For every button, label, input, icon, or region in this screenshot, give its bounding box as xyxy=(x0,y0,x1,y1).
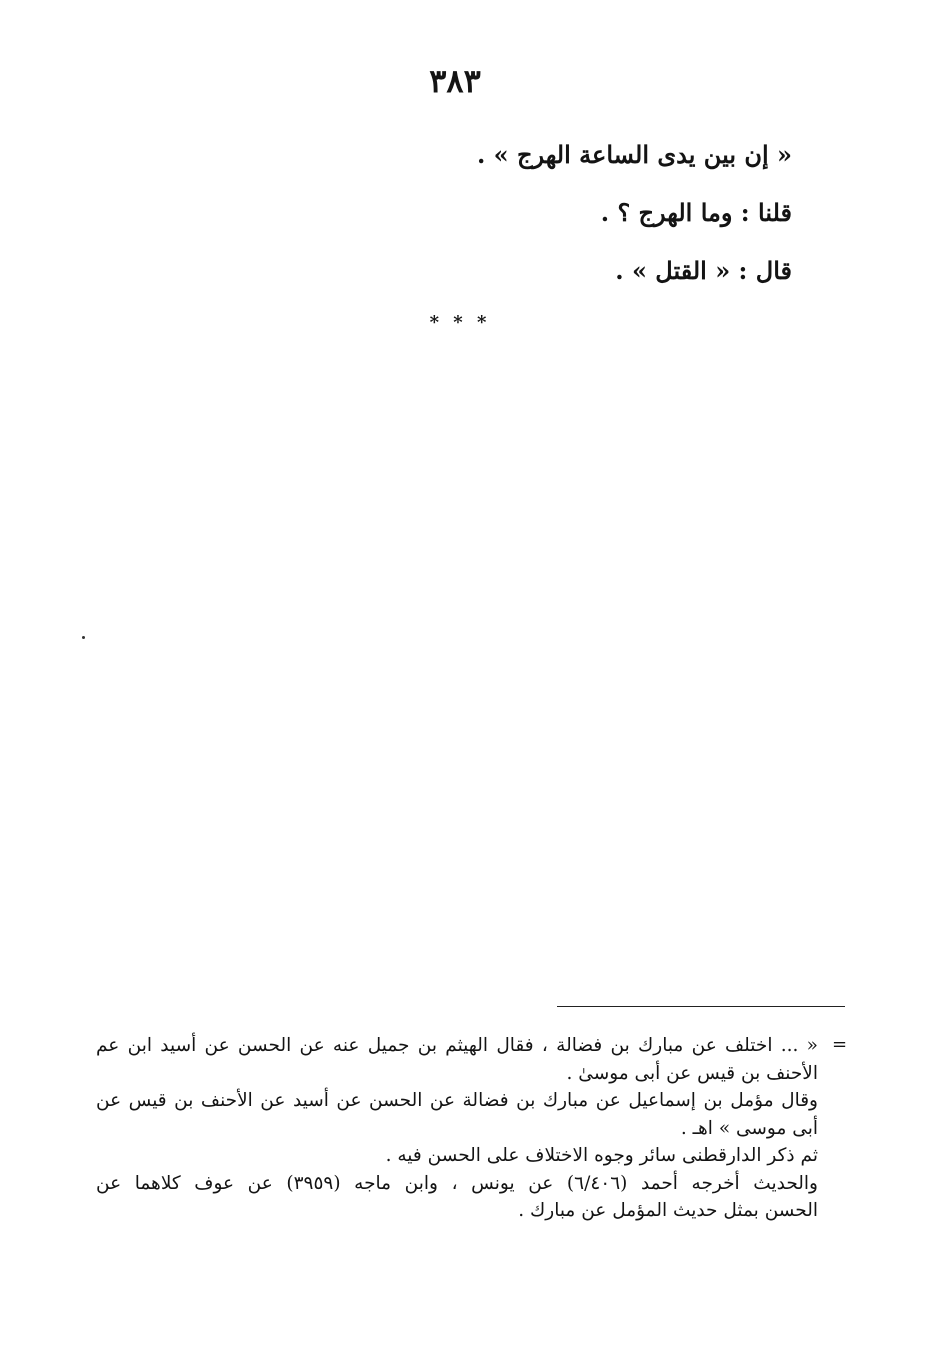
hadith-line-1: « إن بين يدى الساعة الهرج » . xyxy=(476,140,792,169)
section-separator: * * * xyxy=(429,312,491,333)
footnote-continuation-mark: = xyxy=(832,1034,848,1055)
hadith-text xyxy=(192,126,792,300)
footnote-line: الحسن بمثل حديث المؤمل عن مبارك . xyxy=(518,1200,818,1221)
hadith-line-3: قال : « القتل » . xyxy=(615,256,792,285)
hadith-line-2: قلنا : وما الهرج ؟ . xyxy=(600,198,792,227)
footnote-line: الأحنف بن قيس عن أبى موسىٰ . xyxy=(566,1062,818,1084)
footnote-line: والحديث أخرجه أحمد (٦/٤٠٦) عن يونس ، وابن ماجه (٣٩٥٩) عن عوف كلاهما عن xyxy=(96,1172,818,1194)
footnote-divider xyxy=(557,1006,845,1007)
page-number: ٣٨٣ xyxy=(429,62,481,100)
stray-mark xyxy=(82,636,85,639)
footnote-line: ثم ذكر الدارقطنى سائر وجوه الاختلاف على الحسن فيه . xyxy=(385,1145,818,1166)
footnote-line: « ... اختلف عن مبارك بن فضالة ، فقال الهيثم بن جميل عنه عن الحسن عن أسيد ابن عم xyxy=(96,1035,818,1056)
footnote xyxy=(96,1032,818,1225)
footnote-line: أبى موسى » اهـ . xyxy=(680,1117,818,1139)
footnote-line: وقال مؤمل بن إسماعيل عن مبارك بن فضالة عن الحسن عن أسيد عن الأحنف بن قيس عن xyxy=(96,1090,818,1111)
